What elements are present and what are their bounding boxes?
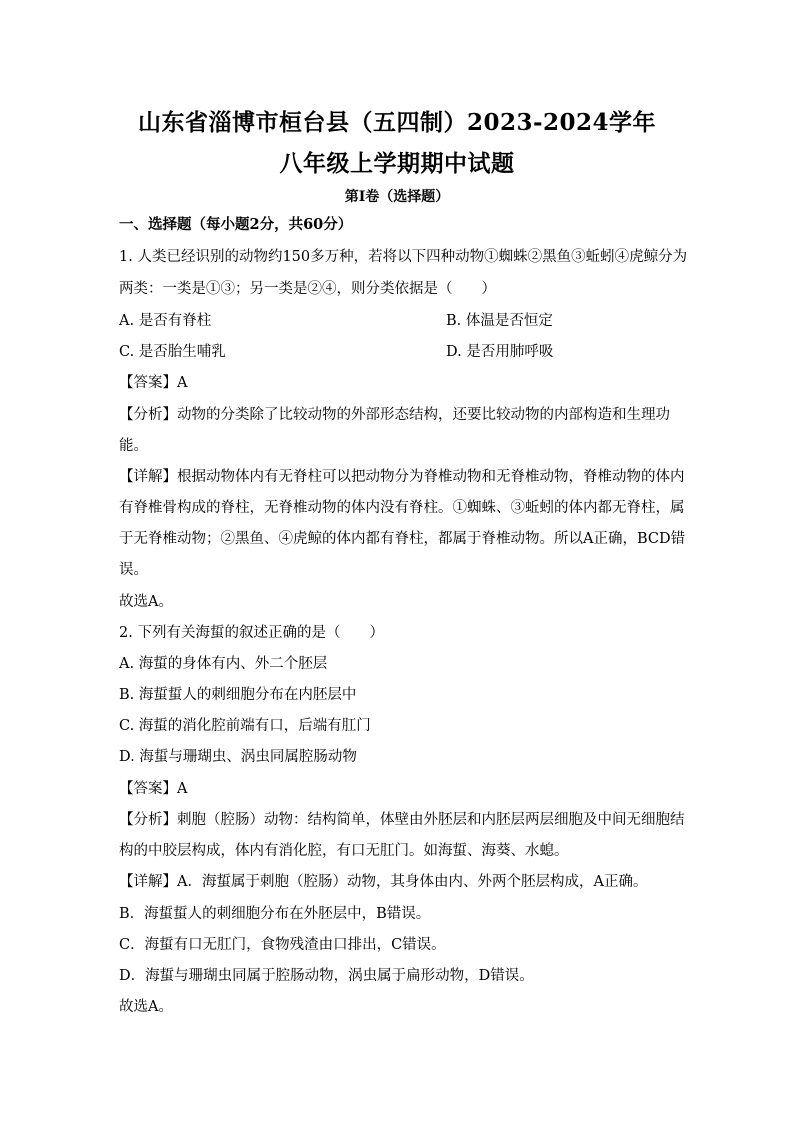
question-2-option-d: D. 海蜇与珊瑚虫、涡虫同属腔肠动物 bbox=[119, 749, 357, 765]
question-1-option-d: D. 是否用肺呼吸 bbox=[446, 344, 554, 360]
question-2-analysis: 【分析】刺胞（腔肠）动物：结构简单，体壁由外胚层和内胚层两层细胞及中间无细胞结 bbox=[119, 812, 685, 828]
document-subtitle: 八年级上学期期中试题 bbox=[279, 150, 515, 177]
question-2-analysis-cont: 构的中胶层构成，体内有消化腔，有口无肛门。如海蜇、海葵、水螅。 bbox=[119, 843, 569, 859]
question-2-detail-b: B．海蜇蜇人的刺细胞分布在外胚层中，B错误。 bbox=[119, 906, 431, 922]
question-1-stem-cont: 两类：一类是①③；另一类是②④，则分类依据是（ ） bbox=[119, 281, 496, 297]
question-1-detail-cont-3: 误。 bbox=[119, 562, 148, 578]
question-1-option-b: B. 体温是否恒定 bbox=[446, 313, 553, 329]
question-2-stem: 2. 下列有关海蜇的叙述正确的是（ ） bbox=[119, 625, 384, 641]
question-1-analysis: 【分析】动物的分类除了比较动物的外部形态结构，还要比较动物的内部构造和生理功 bbox=[119, 407, 670, 423]
section-label: 第Ⅰ卷（选择题） bbox=[344, 189, 450, 205]
question-1-option-c: C. 是否胎生哺乳 bbox=[119, 344, 226, 360]
question-1-detail-cont-2: 于无脊椎动物；②黑鱼、④虎鲸的体内都有脊柱，都属于脊椎动物。所以A正确，BCD错 bbox=[119, 531, 686, 547]
question-2-detail-c: C．海蜇有口无肛门，食物残渣由口排出，C错误。 bbox=[119, 937, 446, 953]
question-2-detail-d: D．海蜇与珊瑚虫同属于腔肠动物，涡虫属于扁形动物，D错误。 bbox=[119, 968, 534, 984]
question-1-stem: 1. 人类已经识别的动物约150多万种，若将以下四种动物①蜘蛛②黑鱼③蚯蚓④虎鲸分为 bbox=[119, 249, 688, 265]
question-2-answer: 【答案】A bbox=[119, 781, 188, 797]
question-1-detail: 【详解】根据动物体内有无脊柱可以把动物分为脊椎动物和无脊椎动物，脊椎动物的体内 bbox=[119, 469, 685, 485]
question-1-option-a: A. 是否有脊柱 bbox=[119, 313, 212, 329]
part-heading: 一、选择题（每小题2分，共60分） bbox=[119, 216, 353, 233]
question-2-option-b: B. 海蜇蜇人的刺细胞分布在内胚层中 bbox=[119, 687, 357, 703]
question-1-analysis-cont: 能。 bbox=[119, 438, 148, 454]
question-2-option-a: A. 海蜇的身体有内、外二个胚层 bbox=[119, 656, 328, 672]
question-1-conclusion: 故选A。 bbox=[119, 594, 173, 610]
document-title: 山东省淄博市桓台县（五四制）2023-2024学年 bbox=[137, 109, 657, 136]
question-1-detail-cont-1: 有脊椎骨构成的脊柱，无脊椎动物的体内没有脊柱。①蜘蛛、③蚯蚓的体内都无脊柱，属 bbox=[119, 500, 685, 516]
question-2-conclusion: 故选A。 bbox=[119, 999, 173, 1015]
question-1-answer: 【答案】A bbox=[119, 375, 188, 391]
question-2-option-c: C. 海蜇的消化腔前端有口，后端有肛门 bbox=[119, 718, 371, 734]
question-2-detail-a: 【详解】A．海蜇属于刺胞（腔肠）动物，其身体由内、外两个胚层构成，A正确。 bbox=[119, 874, 648, 890]
